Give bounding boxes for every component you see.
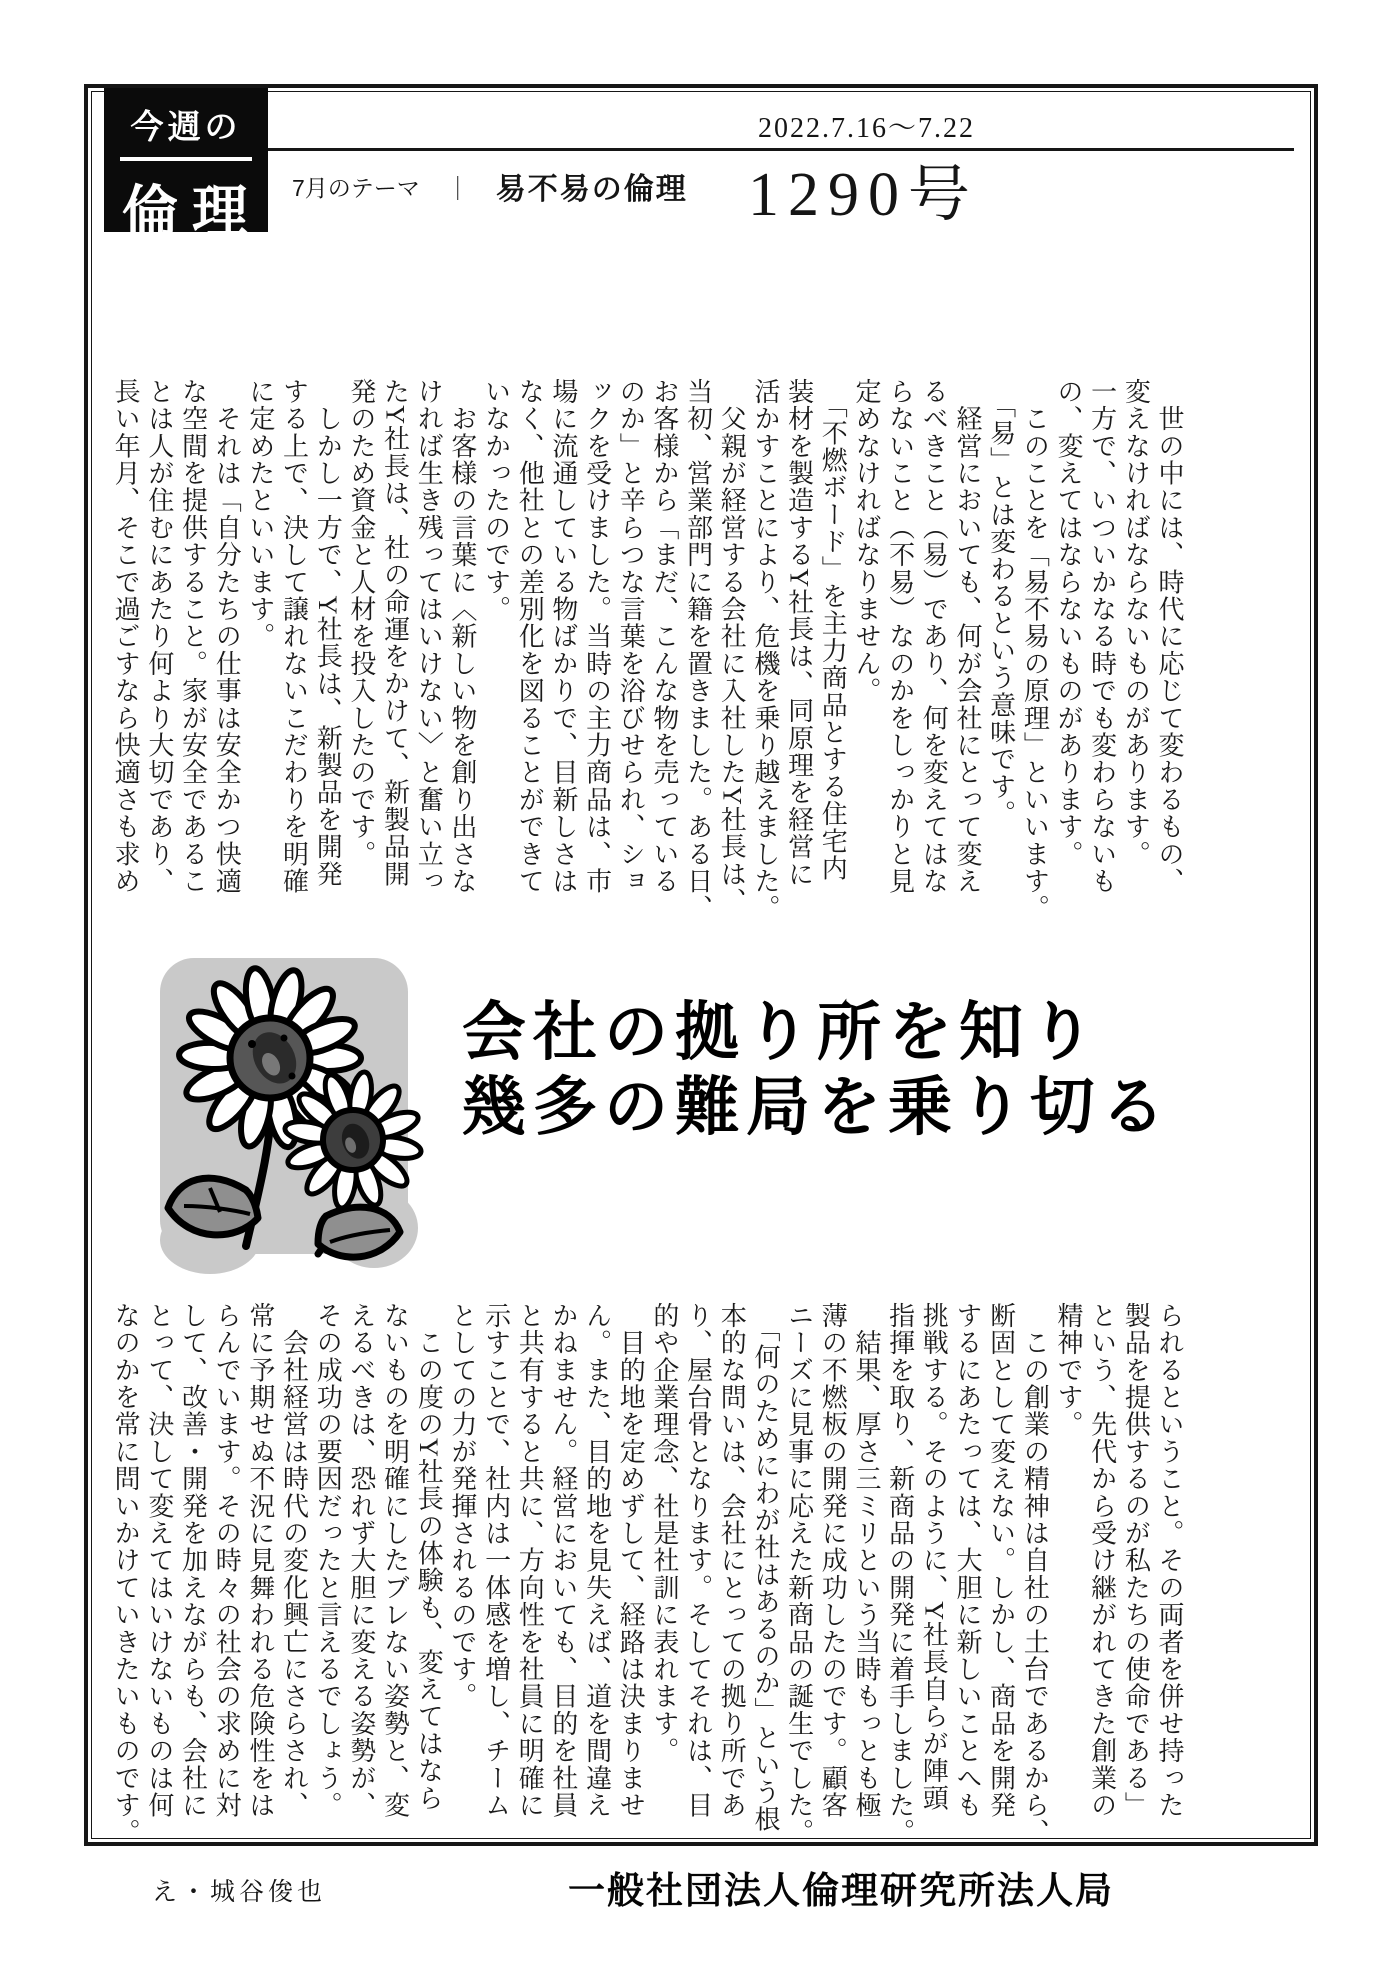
- text-column: に定めたといいます。: [245, 378, 275, 650]
- text-column: な空間を提供すること。家が安全であるこ: [178, 378, 208, 895]
- leaf-left: [168, 1178, 258, 1235]
- text-column: かねません。経営においても、目的を社員: [548, 1302, 578, 1819]
- text-column: とって、決して変えてはいけないものは何: [144, 1302, 174, 1819]
- text-column: えるべきは、恐れず大胆に変える姿勢が、: [346, 1302, 376, 1819]
- text-column: いなかったのです。: [481, 378, 511, 623]
- title-line-2: 倫理: [122, 180, 262, 243]
- text-column: 長い年月、そこで過ごすなら快適さも求め: [111, 378, 141, 895]
- text-column: られるということ。その両者を併せ持った: [1155, 1302, 1184, 1819]
- text-column: 「易」とは変わるという意味です。: [986, 378, 1016, 828]
- text-column: お客様の言葉に〈新しい物を創り出さな: [447, 378, 477, 895]
- text-column: 挑戦する。そのように、Y社長自らが陣頭: [919, 1302, 949, 1812]
- headline-line-1: 会社の拠り所を知り: [462, 996, 1101, 1068]
- newsletter-title-box: [104, 88, 268, 243]
- theme-separator: ｜: [445, 175, 470, 203]
- theme-title: 易不易の倫理: [495, 173, 688, 206]
- text-column: 発のため資金と人材を投入したのです。: [346, 378, 376, 868]
- text-column: なく、他社との差別化を図ることができて: [515, 378, 545, 895]
- text-column: らんでいます。その時々の社会の求めに対: [212, 1302, 242, 1819]
- headline-line-2: 幾多の難局を乗り切る: [462, 1071, 1172, 1143]
- text-column: しかし一方で、Y社長は、新製品を開発: [313, 378, 343, 888]
- text-column: 一方で、いついかなる時でも変わらないも: [1087, 378, 1117, 895]
- article-lower-block: [110, 1302, 1188, 1846]
- text-column: して、改善・開発を加えながらも、会社に: [178, 1302, 208, 1819]
- text-column: のか」と辛らつな言葉を浴びせられ、ショ: [616, 378, 646, 895]
- leaf-right: [318, 1207, 400, 1257]
- title-line-1: 今週の: [130, 108, 242, 145]
- text-column: 場に流通している物ばかりで、目新しさは: [548, 378, 578, 895]
- headline: [462, 995, 1172, 1145]
- text-column: らないこと（不易）なのかをしっかりと見: [885, 378, 915, 895]
- theme-label: 7月のテーマ: [292, 174, 420, 201]
- text-column: り、屋台骨となります。そしてそれは、目: [683, 1302, 713, 1819]
- text-column: と共有すると共に、方向性を社員に明確に: [515, 1302, 545, 1819]
- text-column: お客様から「まだ、こんな物を売っている: [649, 378, 679, 895]
- text-column: 本的な問いは、会社にとっての拠り所であ: [717, 1302, 747, 1819]
- text-column: たY社長は、社の命運をかけて、新製品開: [380, 378, 410, 888]
- text-column: 当初、営業部門に籍を置きました。ある日、: [683, 378, 713, 922]
- text-column: ければ生き残ってはいけない〉と奮い立っ: [414, 378, 444, 895]
- text-column: その成功の要因だったと言えるでしょう。: [313, 1302, 343, 1819]
- text-column: 目的地を定めずして、経路は決まりませ: [616, 1302, 646, 1819]
- text-column: 定めなければなりません。: [851, 378, 881, 705]
- sunflower-illustration: [150, 950, 424, 1286]
- text-column: るべきこと（易）であり、何を変えてはな: [919, 378, 949, 895]
- issue-date: 2022.7.16～7.22: [758, 113, 976, 144]
- title-divider: [120, 157, 252, 161]
- text-column: なのかを常に問いかけていきたいものです。: [111, 1302, 141, 1846]
- text-column: ないものを明確にしたブレない姿勢と、変: [380, 1302, 410, 1819]
- text-column: 経営においても、何が会社にとって変え: [952, 378, 982, 895]
- text-column: 活かすことにより、危機を乗り越えました。: [750, 378, 780, 922]
- text-column: ニーズに見事に応えた新商品の誕生でした。: [784, 1302, 814, 1846]
- text-column: 常に予期せぬ不況に見舞われる危険性をは: [245, 1302, 275, 1819]
- text-column: の、変えてはならないものがあります。: [1053, 378, 1083, 868]
- issue-number: 1290号: [748, 161, 980, 229]
- text-column: 示すことで、社内は一体感を増し、チーム: [481, 1302, 511, 1819]
- text-column: 「不燃ボード」を主力商品とする住宅内: [818, 378, 848, 882]
- text-column: ックを受けました。当時の主力商品は、市: [582, 378, 612, 895]
- text-column: 装材を製造するY社長は、同原理を経営に: [784, 378, 814, 888]
- text-column: 精神です。: [1053, 1302, 1083, 1438]
- text-column: それは「自分たちの仕事は安全かつ快適: [212, 378, 242, 895]
- text-column: この度のY社長の体験も、変えてはなら: [414, 1302, 444, 1812]
- text-column: するにあたっては、大胆に新しいことへも: [952, 1302, 982, 1819]
- theme-row: [292, 164, 688, 208]
- text-column: この創業の精神は自社の土台であるから、: [1020, 1302, 1050, 1846]
- text-column: としての力が発揮されるのです。: [447, 1302, 477, 1710]
- text-column: 製品を提供するのが私たちの使命である」: [1121, 1302, 1151, 1819]
- text-column: 結果、厚さ三ミリという当時もっとも極: [851, 1302, 881, 1819]
- text-column: という、先代から受け継がれてきた創業の: [1087, 1302, 1117, 1819]
- text-column: ん。また、目的地を見失えば、道を間違え: [582, 1302, 612, 1819]
- text-column: 変えなければならないものがあります。: [1121, 378, 1151, 868]
- text-column: 的や企業理念、社是社訓に表れます。: [649, 1302, 679, 1765]
- text-column: する上で、決して譲れないこだわりを明確: [279, 378, 309, 895]
- organization-name: 一般社団法人倫理研究所法人局: [568, 1870, 1114, 1911]
- text-column: 断固として変えない。しかし、商品を開発: [986, 1302, 1016, 1819]
- text-column: とは人が住むにあたり何より大切であり、: [144, 378, 174, 895]
- text-column: 「何のためにわが社はあるのか」という根: [750, 1302, 780, 1833]
- text-column: このことを「易不易の原理」といいます。: [1020, 378, 1050, 922]
- text-column: 父親が経営する会社に入社したY社長は、: [717, 378, 747, 915]
- text-column: 薄の不燃板の開発に成功したのです。顧客: [818, 1302, 848, 1819]
- illustrator-credit: え・城谷俊也: [152, 1879, 327, 1906]
- article-upper-block: [110, 378, 1188, 922]
- text-column: 指揮を取り、新商品の開発に着手しました。: [885, 1302, 915, 1846]
- text-column: 会社経営は時代の変化興亡にさらされ、: [279, 1302, 309, 1819]
- text-column: 世の中には、時代に応じて変わるもの、: [1155, 378, 1184, 895]
